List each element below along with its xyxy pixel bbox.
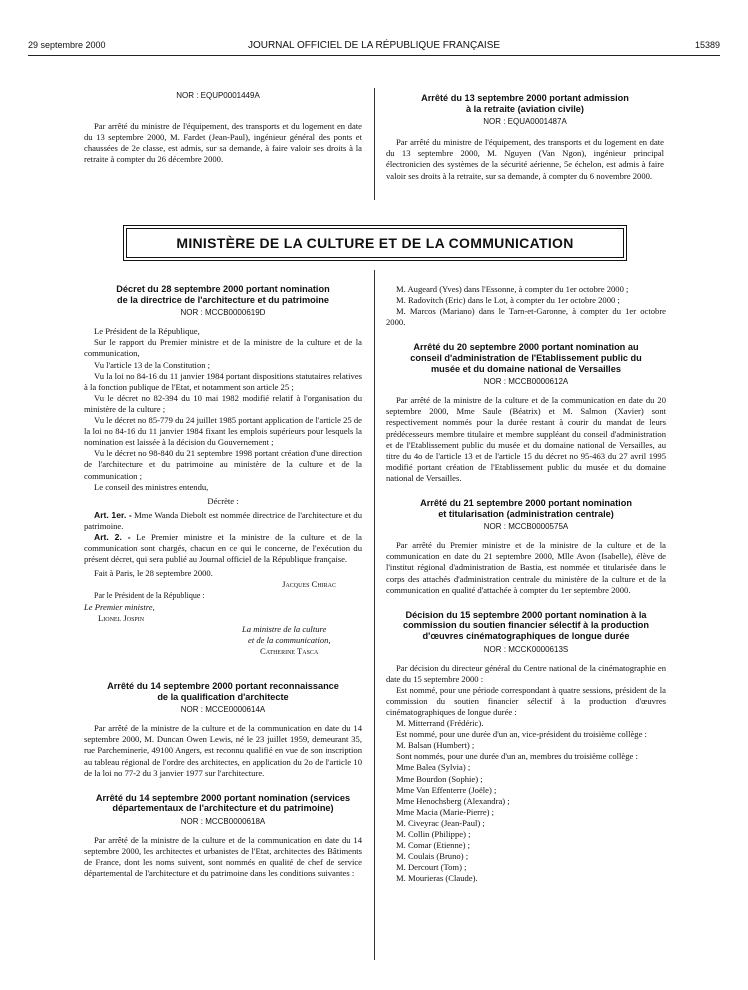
decision-title-line: commission du soutien financier sélectif à la production — [402, 620, 650, 631]
list-item: M. Radovitch (Eric) dans le Lot, à compter du 1er octobre 2000 ; — [396, 295, 620, 306]
decision-name: M. Balsan (Humbert) ; — [396, 740, 475, 751]
article-text: Mme Wanda Diebolt est nommée directrice de l'architecture et du patrimoine. — [84, 509, 362, 531]
page-header — [28, 40, 720, 54]
member-item: Mme Van Effenterre (Joële) ; — [396, 784, 497, 795]
arrete-services-continued — [386, 284, 666, 328]
article-label: Art. 2. - — [94, 531, 131, 542]
decret-paragraph: Vu la loi no 84-16 du 11 janvier 1984 portant dispositions statutaires relatives à la fonction publique de l'Etat, et notamment son article 25 ; — [84, 370, 362, 392]
decret-paragraph: Vu le décret no 85-779 du 24 juillet 1985 portant application de l'article 25 de la loi no 84-16 du 11 janvier 1984 fixant les emplois supérieurs pour lesquels la nomination est laissée à la décision du Gouvernement ; — [84, 415, 362, 448]
header-title: JOURNAL OFFICIEL DE LA RÉPUBLIQUE FRANÇAISE — [247, 40, 501, 51]
decret-section — [84, 284, 362, 657]
member-item: Mme Balea (Sylvia) ; — [396, 762, 471, 773]
signature-premier-ministre: Lionel Jospin — [98, 612, 145, 623]
decret-paragraph: Vu le décret no 82-394 du 10 mai 1982 modifié relatif à l'organisation du ministère de la culture ; — [84, 392, 362, 414]
nor-reference: NOR : EQUA0001487A — [483, 117, 567, 127]
arrete-body: Par arrêté de la ministre de la culture et de la communication en date du 14 septembre 2000, les architectes et urbanistes de l'Etat, architectes des Bâtiments de France, dont les noms suivent, sont nommés en qualité de chef de service départemental de l'architecture et du patrimoine dans les conditions suivantes : — [84, 835, 362, 879]
decision-paragraph: Par décision du directeur général du Centre national de la cinématographie en date du 15 septembre 2000 : — [386, 662, 666, 684]
fait-a-paris: Fait à Paris, le 28 septembre 2000. — [94, 568, 213, 579]
list-item: M. Marcos (Mariano) dans le Tarn-et-Garonne, à compter du 1er octobre 2000. — [386, 306, 666, 328]
member-item: M. Dercourt (Tom) ; — [396, 862, 467, 873]
ministre-title-line: et de la communication, — [248, 634, 331, 645]
premier-ministre-title: Le Premier ministre, — [84, 601, 155, 612]
nor-reference: NOR : MCCK0000613S — [483, 644, 569, 654]
column-divider — [374, 270, 375, 960]
nor-reference: NOR : MCCB0000619D — [180, 308, 266, 318]
decision-name: M. Mitterrand (Frédéric). — [396, 718, 484, 729]
header-rule — [28, 55, 720, 56]
article-text: Le Premier ministre et la ministre de la culture et de la communication sont chargés, chacun en ce qui le concerne, de l'exécution du présent décret, qui sera publié au Journal officiel de la République française. — [84, 531, 362, 565]
decision-paragraph: Est nommé, pour une période correspondant à quatre sessions, président de la commission du soutien financier sélectif à la production d'œuvres cinématographiques de longue durée : — [386, 684, 666, 717]
notice-body: Par arrêté du ministre de l'équipement, des transports et du logement en date du 13 septembre 2000, M. Nguyen (Van Ngon), ingénieur principal électronicien des systèmes de la sécurité aérienne, 5e échelon, est admis à faire valoir ses droits à la retraite, sur sa demande, à compter du 6 novembre 2000. — [386, 137, 664, 181]
arrete-title-line: et titularisation (administration centrale) — [438, 508, 614, 519]
arrete-title-line: de la qualification d'architecte — [157, 691, 289, 702]
article-label: Art. 1er. - — [94, 509, 132, 520]
header-page-number: 15389 — [694, 40, 720, 50]
decrete-label: Décrète : — [207, 495, 239, 506]
decret-paragraph: Vu l'article 13 de la Constitution ; — [94, 359, 211, 370]
member-item: M. Collin (Philippe) ; — [396, 829, 471, 840]
decret-title-line: de la directrice de l'architecture et du patrimoine — [116, 294, 330, 305]
right-column — [386, 284, 666, 885]
left-column — [84, 284, 362, 879]
member-item: Mme Bourdon (Sophie) ; — [396, 773, 483, 784]
arrete-services-section — [84, 793, 362, 880]
top-right-notice — [386, 93, 664, 182]
notice-title-line: à la retraite (aviation civile) — [466, 103, 584, 114]
notice-body: Par arrêté du ministre de l'équipement, des transports et du logement en date du 13 septembre 2000, M. Fardet (Jean-Paul), ingénieur général des ponts et chaussées de 2e classe, est admis, sur sa demande, à faire valoir ses droits à la retraite à compter du 26 décembre 2000. — [84, 121, 362, 165]
decret-title-line: Décret du 28 septembre 2000 portant nomination — [116, 284, 330, 294]
arrete-versailles-section — [386, 342, 666, 484]
header-date: 29 septembre 2000 — [28, 40, 106, 50]
decision-title-line: Décision du 15 septembre 2000 portant nomination à la — [405, 609, 647, 620]
arrete-titularisation-section — [386, 498, 666, 596]
par-le-president: Par le Président de la République : — [94, 591, 205, 601]
member-item: Mme Macia (Marie-Pierre) ; — [396, 806, 495, 817]
arrete-body: Par arrêté de la ministre de la culture et de la communication en date du 20 septembre 2000, Mme Saule (Béatrix) et M. Salmon (Xavier) sont respectivement nommés pour la durée restant à courir du mandat de leurs prédécesseurs membre titulaire et membre suppléant du conseil d'administration et de l'Etablissement public du musée et du domaine national de Versailles, au titre du 4o de l'article 13 et de l'article 15 du décret no 95-463 du 27 avril 1995 modifié portant création de l'Etablissement public du musée et du domaine national de Versailles. — [386, 395, 666, 483]
decision-paragraph: Est nommé, pour une durée d'un an, vice-président du troisième collège : — [396, 729, 647, 740]
decret-paragraph: Sur le rapport du Premier ministre et de la ministre de la culture et de la communication, — [84, 337, 362, 359]
arrete-title-line: Arrêté du 20 septembre 2000 portant nomination au — [413, 342, 639, 353]
arrete-title-line: musée et du domaine national de Versailles — [431, 363, 621, 374]
nor-reference: NOR : MCCE0000614A — [180, 705, 266, 715]
ministre-title-line: La ministre de la culture — [242, 623, 327, 634]
decret-paragraph: Le Président de la République, — [94, 326, 200, 337]
decision-paragraph: Sont nommés, pour une durée d'un an, membres du troisième collège : — [396, 751, 638, 762]
member-item: Mme Henochsberg (Alexandra) ; — [396, 795, 510, 806]
top-left-notice — [84, 88, 362, 165]
nor-reference: NOR : MCCB0000612A — [483, 377, 569, 387]
arrete-body: Par arrêté du Premier ministre et de la ministre de la culture et de la communication en date du 21 septembre 2000, Mlle Avon (Isabelle), élève de l'institut régional d'administration de Bastia, est nommée et titularisée dans le corps des attachés d'administration centrale du ministère de la culture et de la communication en qualité d'attachée à compter du 1er septembre 2000. — [386, 540, 666, 595]
arrete-body: Par arrêté de la ministre de la culture et de la communication en date du 14 septembre 2000, M. Duncan Owen Lewis, né le 23 juillet 1959, demeurant 35, rue Parcheminerie, 49100 Angers, est reconnu qualifié en vue de son inscription au tableau régional de l'ordre des architectes, en application du 2o de l'article 10 de la loi no 77-2 du 3 janvier 1977 sur l'architecture. — [84, 723, 362, 778]
arrete-title-line: Arrêté du 21 septembre 2000 portant nomination — [420, 498, 632, 508]
member-item: M. Mourieras (Claude). — [396, 873, 478, 884]
decision-title-line: d'œuvres cinématographiques de longue durée — [422, 630, 630, 641]
decret-paragraph: Le conseil des ministres entendu, — [94, 481, 209, 492]
decision-cinema-section — [386, 610, 666, 885]
ministry-banner: MINISTÈRE DE LA CULTURE ET DE LA COMMUNICATION — [126, 228, 624, 258]
arrete-title-line: départementaux de l'architecture et du patrimoine) — [112, 803, 334, 814]
notice-title-line: Arrêté du 13 septembre 2000 portant admission — [421, 93, 629, 103]
arrete-title-line: conseil d'administration de l'Etablissement public du — [410, 352, 642, 363]
signature-president: Jacques Chirac — [282, 579, 336, 590]
nor-reference: NOR : EQUP0001449A — [176, 91, 260, 100]
list-item: M. Augeard (Yves) dans l'Essonne, à compter du 1er octobre 2000 ; — [396, 284, 629, 294]
arrete-title-line: Arrêté du 14 septembre 2000 portant nomination (services — [95, 792, 351, 803]
member-item: M. Civeyrac (Jean-Paul) ; — [396, 817, 485, 828]
column-divider — [374, 88, 375, 200]
nor-reference: NOR : MCCB0000618A — [180, 816, 266, 826]
arrete-title-line: Arrêté du 14 septembre 2000 portant reconnaissance — [107, 681, 339, 691]
arrete-qualification-section — [84, 681, 362, 779]
member-item: M. Coulais (Bruno) ; — [396, 851, 469, 862]
signature-ministre: Catherine Tasca — [260, 645, 319, 656]
nor-reference: NOR : MCCB0000575A — [483, 522, 569, 532]
member-item: M. Comar (Etienne) ; — [396, 840, 470, 851]
decret-paragraph: Vu le décret no 98-840 du 21 septembre 1998 portant création d'une direction de l'architecture et du patrimoine au ministère de la culture et de la communication ; — [84, 448, 362, 481]
